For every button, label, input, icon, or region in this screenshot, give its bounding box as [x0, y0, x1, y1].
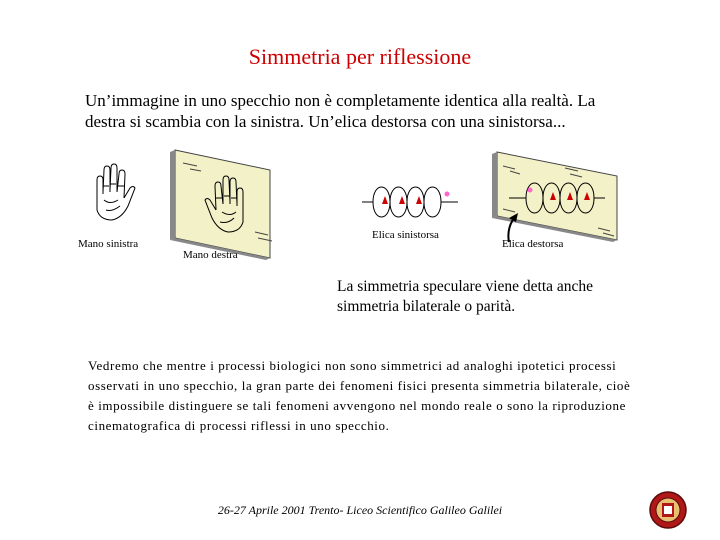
helix-left-caption: Elica sinistorsa [372, 229, 439, 241]
helix-icon [362, 160, 458, 240]
intro-text: Un’immagine in uno specchio non è completamente identica alla realtà. La destra si scambia con la sinistra. Un’elica destorsa con una sinistorsa... [85, 91, 596, 131]
bilateral-note: La simmetria speculare viene detta anche simmetria bilaterale o parità. [337, 278, 594, 315]
hand-right-caption: Mano destra [183, 249, 238, 261]
hand-left-caption: Mano sinistra [78, 238, 139, 250]
footer-text: 26-27 Aprile 2001 Trento- Liceo Scientifico Galileo Galilei [217, 503, 503, 517]
page-title: Simmetria per riflessione [248, 44, 472, 69]
seal-logo-icon [648, 490, 688, 530]
mirror-icon [170, 150, 272, 260]
main-paragraph: Vedremo che mentre i processi biologici non sono simmetrici ad analoghi ipotetici processi osservati in uno specchio, la gran parte dei fenomeni fisici presenta simmetria bilaterale, cioè è impossibile distinguere se tali fenomeni avvengono nel mondo reale o sono la riproduzione cinematografica di processi riflessi in uno specchio. [88, 358, 631, 433]
helix-right-caption: Elica destorsa [502, 238, 564, 250]
left-hand-icon [97, 164, 135, 220]
